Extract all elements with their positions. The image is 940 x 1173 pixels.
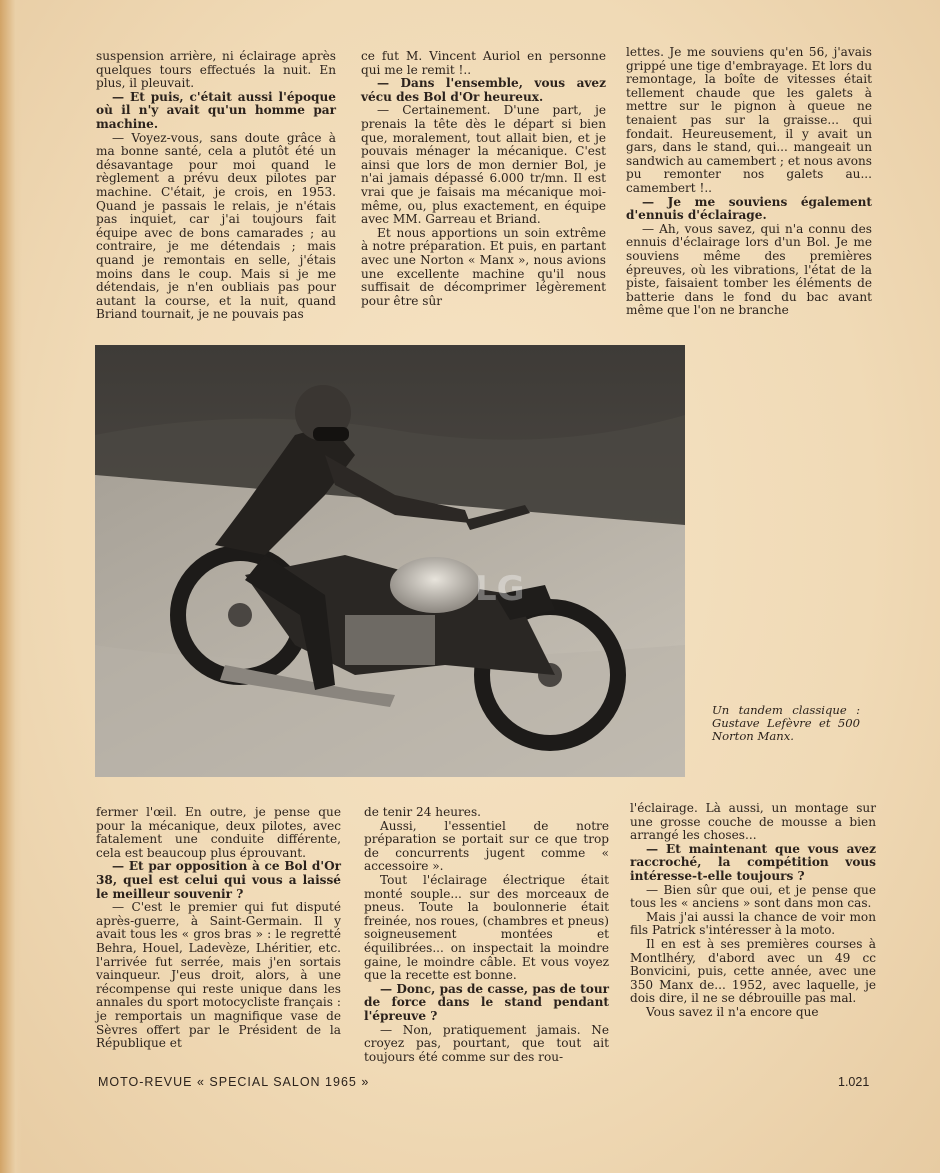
paragraph: — Ah, vous savez, qui n'a connu des ennuis d'éclairage lors d'un Bol. Je me souviens même des premières épreuves, où les vibrations, l'état de la piste, faisaient tomber les éléments de batterie dans le fond du bac avant même que l'on ne branche [626, 221, 872, 318]
paragraph: — Non, pratiquement jamais. Ne croyez pas, pourtant, que tout ait toujours été comme sur des rou- [364, 1022, 609, 1064]
paragraph-continuation: ce fut M. Vincent Auriol en personne qui me le remit !.. [361, 49, 606, 77]
column-bottom-right [630, 802, 876, 1020]
paragraph-continuation: fermer l'œil. En outre, je pense que pour la mécanique, deux pilotes, avec fatalement une conduite différente, cela est beaucoup plus éprouvant. [96, 805, 341, 860]
interview-question: — Dans l'ensemble, vous avez vécu des Bol d'Or heureux. [361, 76, 606, 104]
paragraph: Il en est à ses premières courses à Montlhéry, d'abord avec un 49 cc Bonvicini, puis, cette année, avec une 350 Manx de... 1952, avec laquelle, je dois dire, il ne se débrouille pas mal. [630, 936, 876, 1006]
paragraph: Mais j'ai aussi la chance de voir mon fils Patrick s'intéresser à la moto. [630, 909, 876, 938]
paragraph: Vous savez il n'a encore que [646, 1004, 819, 1019]
fuel-tank [390, 557, 480, 613]
paragraph: — Voyez-vous, sans doute grâce à ma bonne santé, cela a plutôt été un désavantage pour moi quand le règlement a prévu deux pilotes par machine. C'était, je crois, en 1953. Quand je passais le relais, je n'étais pas inquiet, car j'ai toujours fait équipe avec de bons camarades ; au contraire, je me détendais ; mais quand je remontais en selle, j'étais moins dans le coup. Mais si je me détendais, je n'en oubliais pas pour autant la course, et la nuit, quand Briand tournait, je ne pouvais pas [96, 130, 336, 322]
column-top-left [96, 50, 336, 322]
paragraph: — Bien sûr que oui, et je pense que tous les « anciens » sont dans mon cas. [630, 882, 876, 911]
paragraph: Tout l'éclairage électrique était monté souple... sur des morceaux de pneus. Toute la boulonnerie était freinée, nos roues, (chambres et pneus) soigneusement montées et équilibrées... on inspectait la moindre gaine, le moindre câble. Et vous voyez que la recette est bonne. [364, 872, 609, 983]
footer-publication-title: MOTO-REVUE « SPECIAL SALON 1965 » [98, 1075, 370, 1089]
rider-goggles [313, 427, 349, 441]
paragraph-continuation: suspension arrière, ni éclairage après quelques tours effectués la nuit. En plus, il pleuvait. [96, 49, 336, 91]
paragraph: Aussi, l'essentiel de notre préparation se portait sur ce que trop de concurrents jugent comme « accessoire ». [364, 818, 609, 874]
paragraph: Et nous apportions un soin extrême à notre préparation. Et puis, en partant avec une Norton « Manx », nous avions une excellente machine qu'il nous suffisait de décomprimer légèrement pour être sûr [361, 225, 606, 308]
photo-caption: Un tandem classique : Gustave Lefèvre et 500 Norton Manx. [712, 703, 860, 743]
interview-question: — Et puis, c'était aussi l'époque où il n'y avait qu'un homme par machine. [96, 89, 336, 131]
footer-page-number: 1.021 [838, 1075, 870, 1089]
paragraph-continuation: l'éclairage. Là aussi, un montage sur une grosse couche de mousse a bien arrangé les choses... [630, 801, 876, 843]
column-bottom-middle [364, 806, 609, 1064]
column-top-right [626, 46, 872, 318]
column-bottom-left [96, 806, 341, 1051]
paragraph-continuation: de tenir 24 heures. [364, 805, 481, 819]
interview-question: — Donc, pas de casse, pas de tour de force dans le stand pendant l'épreuve ? [364, 981, 609, 1023]
interview-question: — Et maintenant que vous avez raccroché, la compétition vous intéresse-t-elle toujours ? [630, 841, 876, 883]
page-edge [0, 0, 22, 1173]
interview-question: — Je me souviens également d'ennuis d'éclairage. [626, 194, 872, 223]
paragraph: — Certainement. D'une part, je prenais la tête dès le départ si bien que, moralement, tout allait bien, et je pouvais ménager la mécanique. C'est ainsi que lors de mon dernier Bol, je n'ai jamais dépassé 6.000 tr/mn. Il est vrai que je faisais ma mécanique moi-même, ou, plus exactement, en équipe avec MM. Garreau et Briand. [361, 103, 606, 227]
paragraph-continuation: lettes. Je me souviens qu'en 56, j'avais grippé une tige d'embrayage. Et lors du remontage, la boîte de vitesses était tellement chaude que les galets à mettre sur le pignon à queue ne tenaient pas sur la graisse... qui fondait. Heureusement, il y avait un gars, dans le stand, qui... mangeait un sandwich au camembert ; et nous avons pu remonter nos galets au... camembert !.. [626, 45, 872, 195]
engine [345, 615, 435, 665]
column-top-middle [361, 50, 606, 308]
watermark-logo: LG [475, 569, 525, 609]
interview-question: — Et par opposition à ce Bol d'Or 38, quel est celui qui vous a laissé le meilleur souvenir ? [96, 859, 341, 901]
paragraph: — C'est le premier qui fut disputé après-guerre, à Saint-Germain. Il y avait tous les « gros bras » : le regretté Behra, Houel, Ladevèze, Lhéritier, etc. l'arrivée fut serrée, mais j'en sortais vainqueur. J'eus droit, alors, à une récompense qui reste unique dans les annales du sport motocycliste français : je remportais un magnifique vase de Sèvres offert par le Président de la République et [96, 900, 341, 1051]
motorcycle-photo [95, 345, 685, 777]
